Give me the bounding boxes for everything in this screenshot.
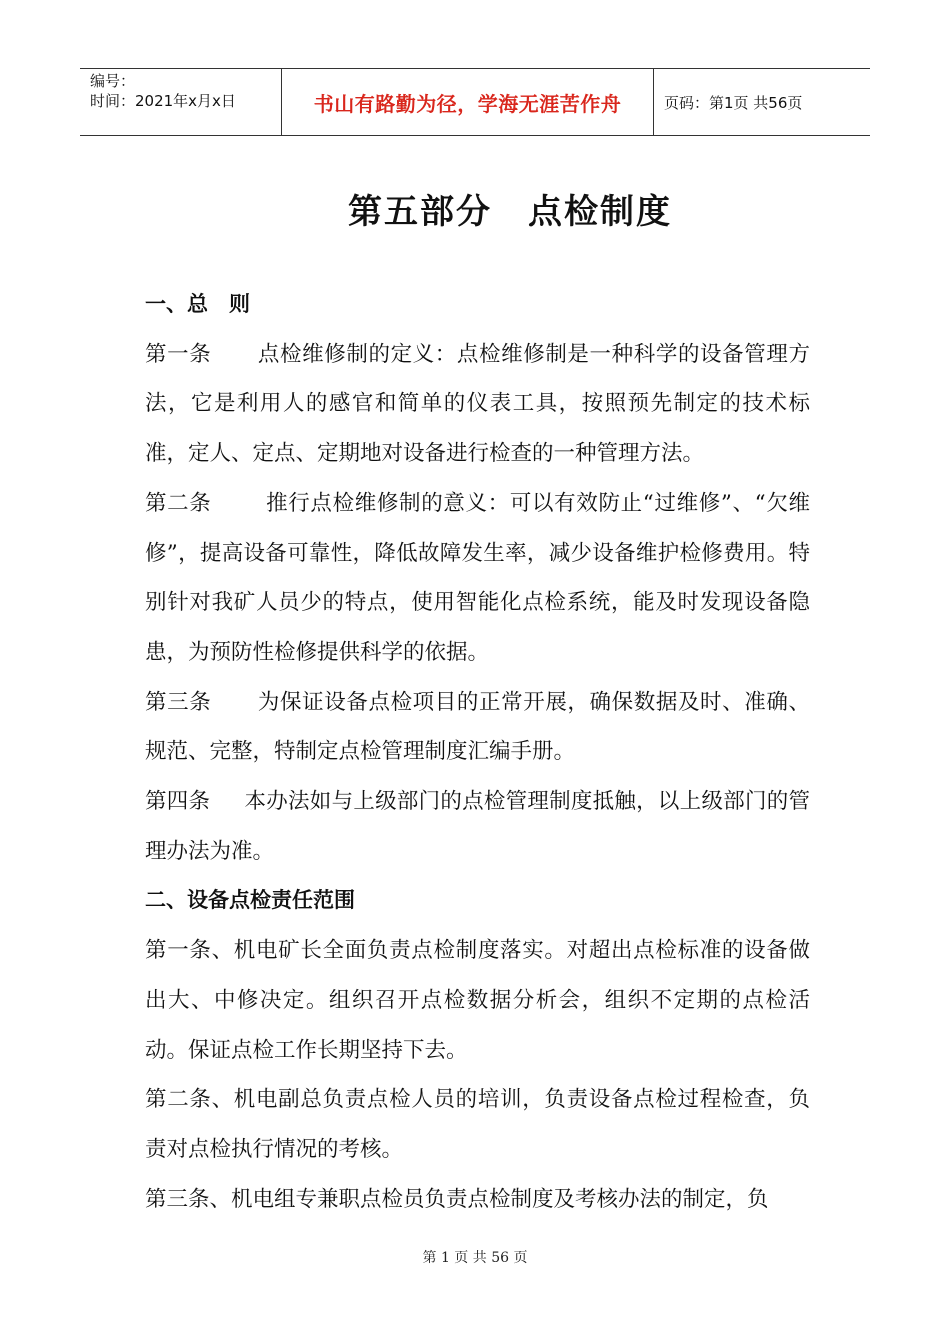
number-label: 编号： <box>90 72 136 90</box>
article-label: 第二条 <box>145 490 212 516</box>
article-paragraph <box>145 330 810 479</box>
time-label: 时间：2021年x月x日 <box>90 92 236 110</box>
motto-text: 书山有路勤为径，学海无涯苦作舟 <box>313 91 622 116</box>
article-text: 本办法如与上级部门的点检管理制度抵触，以上级部门的管理办法为准。 <box>145 789 810 864</box>
page-footer: 第 1 页 共 56 页 <box>422 1250 528 1266</box>
document-body <box>145 280 810 1224</box>
header-table <box>80 68 870 136</box>
article-text: 点检维修制的定义：点检维修制是一种科学的设备管理方法，它是利用人的感官和简单的仪表工具，按照预先制定的技术标准，定人、定点、定期地对设备进行检查的一种管理方法。 <box>145 341 810 467</box>
header-meta <box>80 69 282 135</box>
page-info-text: 页码：第1页 共56页 <box>664 93 803 112</box>
header-page-info <box>654 69 870 135</box>
article-paragraph: 第二条、机电副总负责点检人员的培训，负责设备点检过程检查，负责对点检执行情况的考核。 <box>145 1087 810 1162</box>
section-heading-general: 一、总 则 <box>145 292 250 316</box>
article-paragraph <box>145 678 810 777</box>
article-paragraph: 第三条、机电组专兼职点检员负责点检制度及考核办法的制定，负 <box>145 1186 769 1212</box>
article-label: 第一条 <box>145 341 212 367</box>
article-paragraph <box>145 479 810 678</box>
document-title: 第五部分 点检制度 <box>348 192 672 232</box>
article-label: 第三条 <box>145 689 212 715</box>
article-text: 推行点检维修制的意义：可以有效防止“过维修”、“欠维修”，提高设备可靠性，降低故障发生率，减少设备维护检修费用。特别针对我矿人员少的特点，使用智能化点检系统，能及时发现设备隐患，为预防性检修提供科学的依据。 <box>145 490 810 665</box>
article-paragraph <box>145 777 810 876</box>
header-motto <box>282 69 654 135</box>
article-paragraph: 第一条、机电矿长全面负责点检制度落实。对超出点检标准的设备做出大、中修决定。组织召开点检数据分析会，组织不定期的点检活动。保证点检工作长期坚持下去。 <box>145 938 810 1063</box>
article-text: 为保证设备点检项目的正常开展，确保数据及时、准确、规范、完整，特制定点检管理制度汇编手册。 <box>145 689 810 765</box>
article-label: 第四条 <box>145 789 211 815</box>
section-heading-responsibility: 二、设备点检责任范围 <box>145 888 355 913</box>
